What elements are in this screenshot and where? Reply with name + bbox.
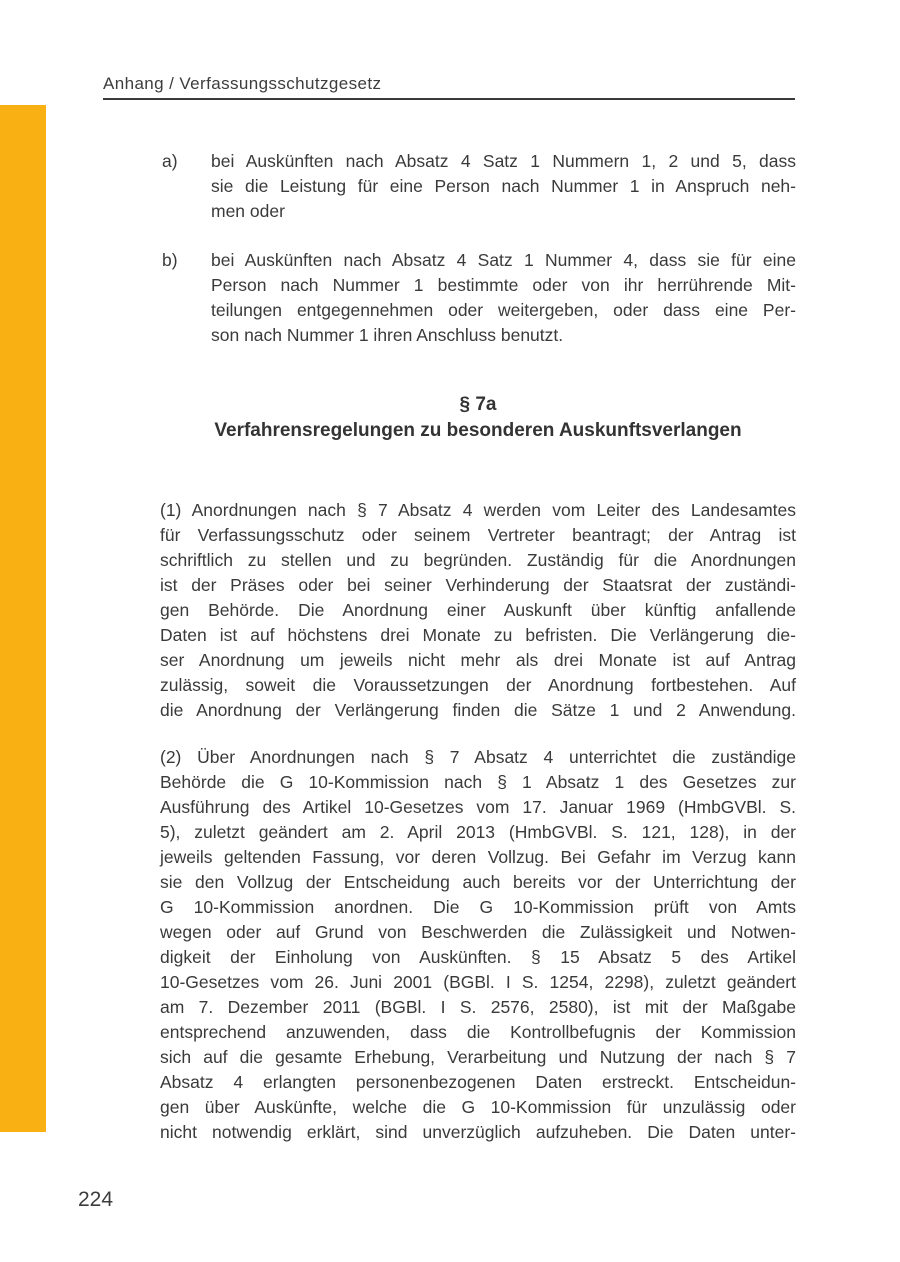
page-number: 224 [78,1188,114,1211]
text-line: G 10-Kommission anordnen. Die G 10-Kommission prüft von Amts [160,897,796,917]
list-item-label: a) [162,151,178,171]
running-header: Anhang / Verfassungsschutzgesetz [103,74,382,93]
text-line: schriftlich zu stellen und zu begründen. Zuständig für die Anordnungen [160,550,796,570]
list-item-label: b) [162,250,178,270]
section-heading [160,392,796,444]
text-line: ser Anordnung um jeweils nicht mehr als drei Monate ist auf Antrag [160,650,796,670]
text-line: die Anordnung der Verlängerung finden die Sätze 1 und 2 Anwendung. [160,700,796,720]
text-line: sich auf die gesamte Erhebung, Verarbeitung und Nutzung der nach § 7 [160,1047,796,1067]
text-line: bei Auskünften nach Absatz 4 Satz 1 Nummer 4, dass sie für eine [211,250,796,270]
text-line: 10-Gesetzes vom 26. Juni 2001 (BGBl. I S. 1254, 2298), zuletzt geändert [160,972,796,992]
text-line: entsprechend anzuwenden, dass die Kontrollbefugnis der Kommission [160,1022,796,1042]
text-line: men oder [211,201,285,221]
text-line: wegen oder auf Grund von Beschwerden die Zulässigkeit und Notwen- [160,922,796,942]
text-line: sie die Leistung für eine Person nach Nummer 1 in Anspruch neh- [211,176,796,196]
text-line: digkeit der Einholung von Auskünften. § 15 Absatz 5 des Artikel [160,947,796,967]
text-line: am 7. Dezember 2011 (BGBl. I S. 2576, 2580), ist mit der Maßgabe [160,997,796,1017]
list-item-text [211,149,796,224]
paragraph-1 [160,498,796,723]
text-line: zulässig, soweit die Voraussetzungen der Anordnung fortbestehen. Auf [160,675,796,695]
text-line: teilungen entgegennehmen oder weitergeben, oder dass eine Per- [211,300,796,320]
text-line: Absatz 4 erlangten personenbezogenen Daten erstreckt. Entscheidun- [160,1072,796,1092]
text-line: gen über Auskünfte, welche die G 10-Kommission für unzulässig oder [160,1097,796,1117]
text-line: Behörde die G 10-Kommission nach § 1 Absatz 1 des Gesetzes zur [160,772,796,792]
text-line: (2) Über Anordnungen nach § 7 Absatz 4 unterrichtet die zuständige [160,747,796,767]
section-title: Verfahrensregelungen zu besonderen Auskunftsverlangen [214,420,742,441]
text-line: ist der Präses oder bei seiner Verhinderung der Staatsrat der zuständi- [160,575,796,595]
text-line: 5), zuletzt geändert am 2. April 2013 (HmbGVBl. S. 121, 128), in der [160,822,796,842]
paragraph-2 [160,745,796,1145]
list-item-text [211,248,796,348]
list-item-a [162,149,796,224]
text-line: son nach Nummer 1 ihren Anschluss benutzt. [211,325,564,345]
text-line: Ausführung des Artikel 10-Gesetzes vom 17. Januar 1969 (HmbGVBl. S. [160,797,796,817]
text-line: gen Behörde. Die Anordnung einer Auskunft über künftig anfallende [160,600,796,620]
text-line: jeweils geltenden Fassung, vor deren Vollzug. Bei Gefahr im Verzug kann [160,847,796,867]
text-line: (1) Anordnungen nach § 7 Absatz 4 werden vom Leiter des Landesamtes [160,500,796,520]
list-item-b [162,248,796,348]
section-number: § 7a [459,394,497,415]
text-line: Person nach Nummer 1 bestimmte oder von ihr herrührende Mit- [211,275,796,295]
text-line: bei Auskünften nach Absatz 4 Satz 1 Nummern 1, 2 und 5, dass [211,151,796,171]
accent-bar [0,105,46,1132]
text-line: nicht notwendig erklärt, sind unverzüglich aufzuheben. Die Daten unter- [160,1122,796,1142]
text-line: sie den Vollzug der Entscheidung auch bereits vor der Unterrichtung der [160,872,796,892]
text-line: für Verfassungsschutz oder seinem Vertreter beantragt; der Antrag ist [160,525,796,545]
text-line: Daten ist auf höchstens drei Monate zu befristen. Die Verlängerung die- [160,625,796,645]
header-rule [103,98,795,100]
